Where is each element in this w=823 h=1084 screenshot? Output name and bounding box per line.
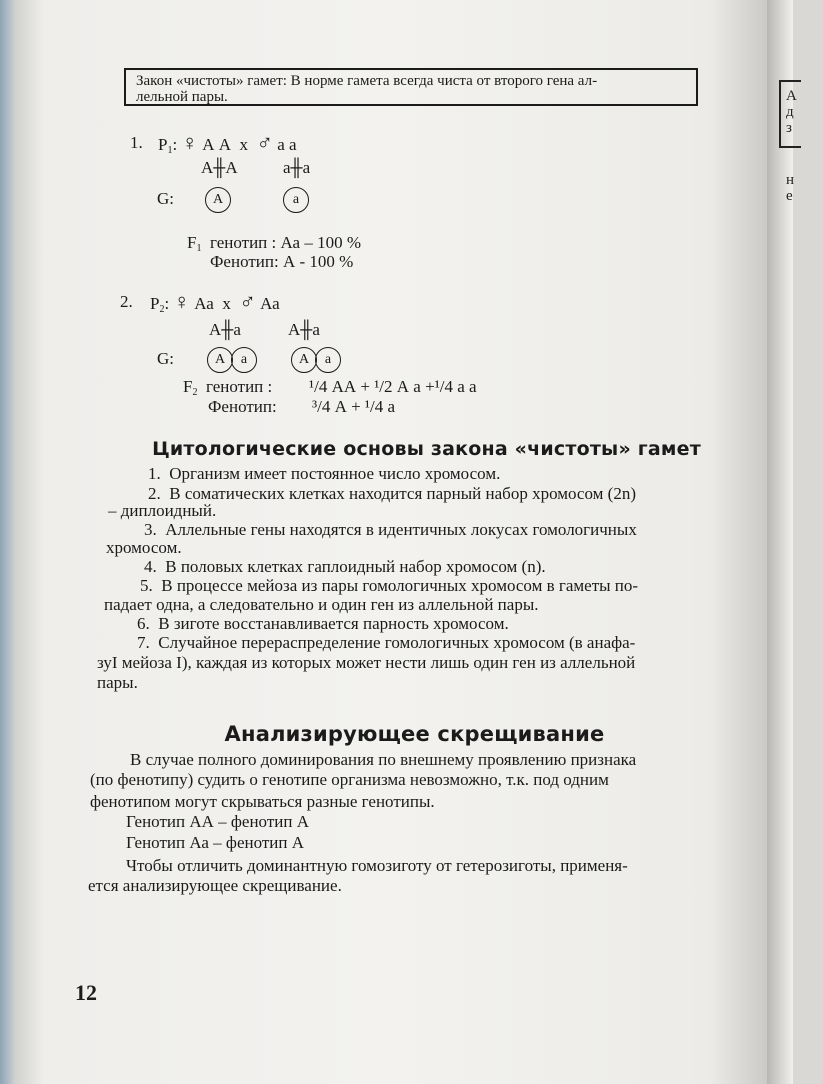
cross-x: x [239, 135, 249, 154]
cross2-genotype-value: ¹/4 АА + ¹/2 А а +¹/4 а а [309, 377, 477, 396]
paragraph-line: В случае полного доминирования по внешнему проявлению признака [130, 750, 637, 769]
paragraph-line: (по фенотипу) судить о генотипе организма невозможно, т.к. под одним [90, 770, 609, 789]
next-page-letter: з [786, 120, 792, 136]
male-symbol: ♂ [256, 130, 274, 155]
gamete-circle: А [291, 347, 317, 373]
female-symbol: ♀ [173, 289, 190, 314]
next-page-letter: д [786, 104, 794, 120]
gamete-circle: а [231, 347, 257, 373]
p-label: P [150, 294, 160, 313]
gamete-circle: а [283, 187, 309, 213]
female-genotype: А А [202, 135, 232, 154]
list-item-cont: – диплоидный. [108, 501, 217, 520]
cross1-parents: $P_1$: ♀ А А x ♂ а а [158, 130, 297, 156]
cross2-phenotype-label: Фенотип: [208, 397, 277, 416]
section1-title: Цитологические основы закона «чистоты» гамет [152, 438, 701, 460]
genotype-label: генотип : [209, 233, 277, 252]
rule-text-line: лельной пары. [136, 89, 228, 105]
list-item: 6. В зиготе восстанавливается парность хромосом. [137, 614, 509, 633]
list-item-cont: падает одна, а следовательно и один ген из аллельной пары. [104, 595, 539, 614]
cross-x: x [222, 294, 231, 313]
male-symbol: ♂ [239, 289, 256, 314]
next-page-letter: н [786, 172, 795, 188]
cross1-g-label: G: [157, 189, 174, 208]
cross2-number: 2. [120, 292, 133, 311]
cross1-chrom-female: А╫А [201, 158, 238, 177]
phenotype-label: Фенотип: [210, 252, 279, 271]
paragraph-line: ется анализирующее скрещивание. [88, 876, 342, 895]
cross1-chrom-male: а╫а [283, 158, 311, 177]
male-genotype: а а [277, 135, 297, 154]
cross2-parents: $P_2$: ♀ Аа x ♂ Аа [150, 289, 280, 315]
f-sub: 1 [196, 243, 202, 254]
book-spine [0, 0, 14, 1084]
next-page-letter: А [786, 88, 797, 104]
list-item: 5. В процессе мейоза из пары гомологичных хромосом в гаметы по- [140, 576, 639, 595]
cross2-phenotype-value: ³/4 А + ¹/4 а [312, 397, 396, 416]
f-sub: 2 [192, 387, 198, 398]
gamete-circle: А [205, 187, 231, 213]
paragraph-line: фенотипом могут скрываться разные генотипы. [90, 792, 435, 811]
list-item: 7. Случайное перераспределение гомологичных хромосом (в анафа- [137, 633, 636, 652]
genotype-line: Генотип Аа – фенотип А [126, 833, 305, 852]
genotype-label: генотип : [205, 377, 273, 396]
p-label: P [158, 135, 168, 154]
list-item-cont: хромосом. [106, 538, 182, 557]
genotype-line: Генотип АА – фенотип А [126, 812, 309, 831]
cross2-chrom-male: А╫а [288, 320, 320, 339]
female-genotype: Аа [194, 294, 214, 313]
cross1-phenotype [210, 252, 353, 272]
f-label: F [187, 233, 197, 252]
list-item: 4. В половых клетках гаплоидный набор хромосом (n). [144, 557, 546, 576]
rule-box [124, 68, 698, 106]
list-item-cont: пары. [97, 673, 138, 692]
phenotype-value: А - 100 % [282, 252, 354, 271]
list-item-cont: зуI мейоза I), каждая из которых может нести лишь один ген из аллельной [97, 653, 636, 672]
female-symbol: ♀ [181, 130, 198, 155]
rule-text-line: Закон «чистоты» гамет: В норме гамета всегда чиста от второго гена ал- [136, 73, 598, 89]
cross1-number: 1. [130, 133, 143, 152]
male-genotype: Аа [260, 294, 280, 313]
list-item: 3. Аллельные гены находятся в идентичных локусах гомологичных [144, 520, 637, 539]
section2-title: Анализирующее скрещивание [224, 722, 605, 746]
page-number: 12 [75, 980, 97, 1005]
cross2-chrom-female: А╫а [209, 320, 241, 339]
list-item: 1. Организм имеет постоянное число хромосом. [148, 464, 501, 483]
next-page-letter: е [786, 188, 793, 204]
f-label: F [183, 377, 193, 396]
cross2-g-label: G: [157, 349, 174, 368]
list-item: 2. В соматических клетках находится парный набор хромосом (2n) [148, 484, 636, 503]
paragraph-line: Чтобы отличить доминантную гомозиготу от гетерозиготы, применя- [126, 856, 628, 875]
gamete-circle: А [207, 347, 233, 373]
next-page-edge [767, 0, 793, 1084]
p-sub: 2 [159, 304, 165, 315]
gamete-circle: а [315, 347, 341, 373]
genotype-value: Аа – 100 % [280, 233, 361, 252]
p-sub: 1 [167, 145, 173, 156]
